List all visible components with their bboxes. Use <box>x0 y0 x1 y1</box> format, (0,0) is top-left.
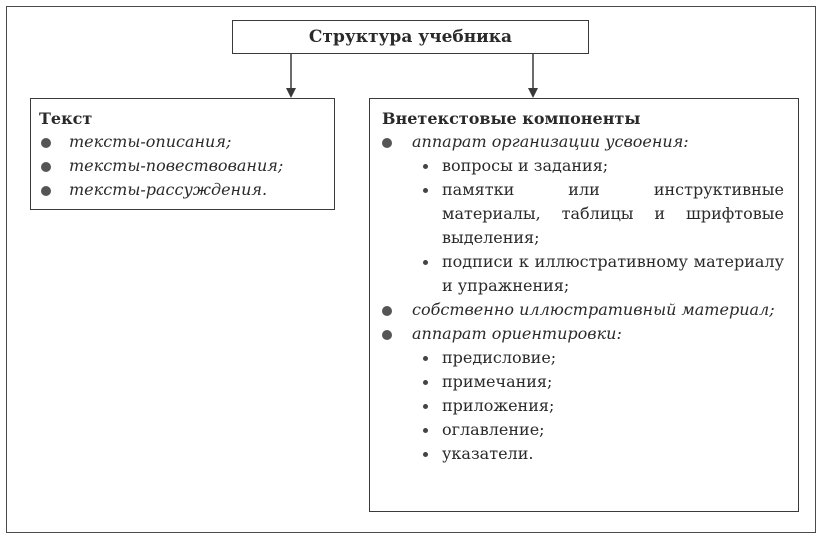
bullet-icon <box>382 306 392 316</box>
small-bullet-icon <box>423 380 428 385</box>
components-box-heading: Внетекстовые компоненты <box>382 109 641 128</box>
arrowhead-components <box>528 88 538 98</box>
arrowhead-text <box>286 88 296 98</box>
list-item: указатели. <box>382 442 798 466</box>
small-bullet-icon <box>423 188 428 193</box>
small-bullet-icon <box>423 356 428 361</box>
group-label: собственно иллюстративный материал; <box>382 298 798 322</box>
bullet-icon <box>41 162 51 172</box>
list-item: подписи к иллюстративному материалу и упражнения; <box>382 250 798 298</box>
bullet-icon <box>41 138 51 148</box>
list-item: тексты-повествования; <box>39 154 334 178</box>
small-bullet-icon <box>423 260 428 265</box>
list-item: тексты-рассуждения. <box>39 178 334 202</box>
list-item: памятки или инструктивные материалы, таблицы и шрифтовые выделения; <box>382 178 798 250</box>
bullet-icon <box>41 186 51 196</box>
list-item: оглавление; <box>382 418 798 442</box>
text-box-heading: Текст <box>39 109 93 128</box>
list-item: предисловие; <box>382 346 798 370</box>
bullet-icon <box>382 330 392 340</box>
list-item: примечания; <box>382 370 798 394</box>
group-label: аппарат ориентировки: <box>382 322 798 346</box>
text-box <box>30 98 335 210</box>
small-bullet-icon <box>423 452 428 457</box>
list-item: вопросы и задания; <box>382 154 798 178</box>
title-text: Структура учебника <box>308 27 513 47</box>
list-item: тексты-описания; <box>39 130 334 154</box>
group-label: аппарат организации усвоения: <box>382 130 798 154</box>
bullet-icon <box>382 138 392 148</box>
small-bullet-icon <box>423 428 428 433</box>
title-box <box>232 20 589 54</box>
small-bullet-icon <box>423 404 428 409</box>
small-bullet-icon <box>423 164 428 169</box>
components-box <box>369 98 799 512</box>
list-item: приложения; <box>382 394 798 418</box>
